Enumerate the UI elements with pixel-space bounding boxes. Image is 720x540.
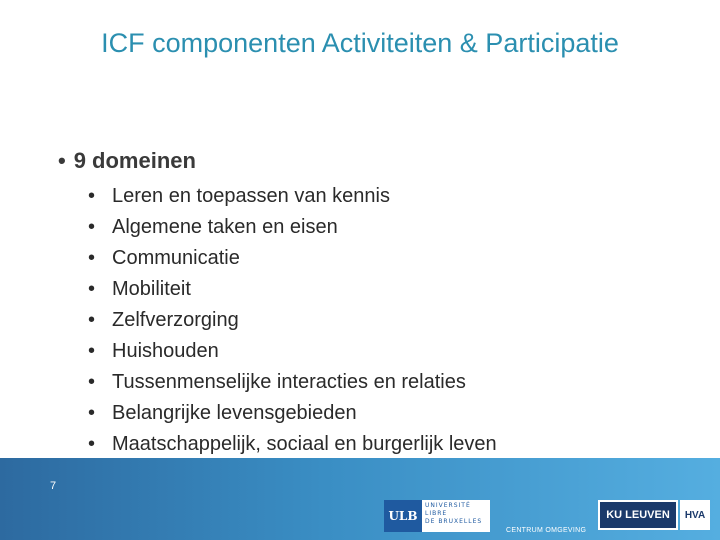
list-item-text: Tussenmenselijke interacties en relaties (112, 371, 466, 393)
bullet-dot: • (88, 247, 96, 269)
bullet-dot: • (88, 185, 96, 207)
list-item-text: Maatschappelijk, sociaal en burgerlijk leven (112, 433, 497, 455)
bullet-dot: • (88, 433, 96, 455)
slide-title: ICF componenten Activiteiten & Participatie (101, 28, 619, 58)
list-item-text: Huishouden (112, 340, 219, 362)
list-item-text: Algemene taken en eisen (112, 216, 338, 238)
bullet-dot: • (88, 371, 96, 393)
list-item-text: Leren en toepassen van kennis (112, 185, 390, 207)
list-item-text: Zelfverzorging (112, 309, 239, 331)
list-item (88, 398, 497, 429)
ulb-wordmark-line: UNIVERSITÉ (425, 502, 471, 509)
bullet-dot: • (88, 402, 96, 424)
centrum-label: CENTRUM OMGEVING (506, 527, 587, 534)
list-item (88, 429, 497, 460)
bullet-dot: • (88, 278, 96, 300)
ulb-wordmark-line: DE BRUXELLES (425, 518, 483, 525)
footer-bar (0, 458, 720, 540)
list-item-text: Belangrijke levensgebieden (112, 402, 357, 424)
list-item (88, 243, 497, 274)
bullet-dot: • (88, 309, 96, 331)
ulb-wordmark-line: LIBRE (425, 510, 448, 517)
main-bullet (58, 148, 196, 174)
bullet-dot: • (88, 340, 96, 362)
list-item-text: Communicatie (112, 247, 240, 269)
list-item (88, 305, 497, 336)
ku-leuven-logo: KU LEUVEN (598, 500, 678, 530)
ulb-wordmark (422, 500, 490, 532)
slide-number: 7 (50, 480, 57, 492)
list-item (88, 274, 497, 305)
ulb-mark: ULB (384, 500, 422, 532)
list-item (88, 212, 497, 243)
list-item-text: Mobiliteit (112, 278, 191, 300)
list-item (88, 367, 497, 398)
list-item (88, 336, 497, 367)
bullet-dot: • (88, 216, 96, 238)
ulb-logo (384, 500, 490, 532)
main-bullet-text: 9 domeinen (73, 148, 196, 173)
list-item (88, 181, 497, 212)
bullet-dot: • (58, 148, 66, 173)
hva-logo: HVA (680, 500, 710, 530)
domain-list (88, 181, 497, 460)
